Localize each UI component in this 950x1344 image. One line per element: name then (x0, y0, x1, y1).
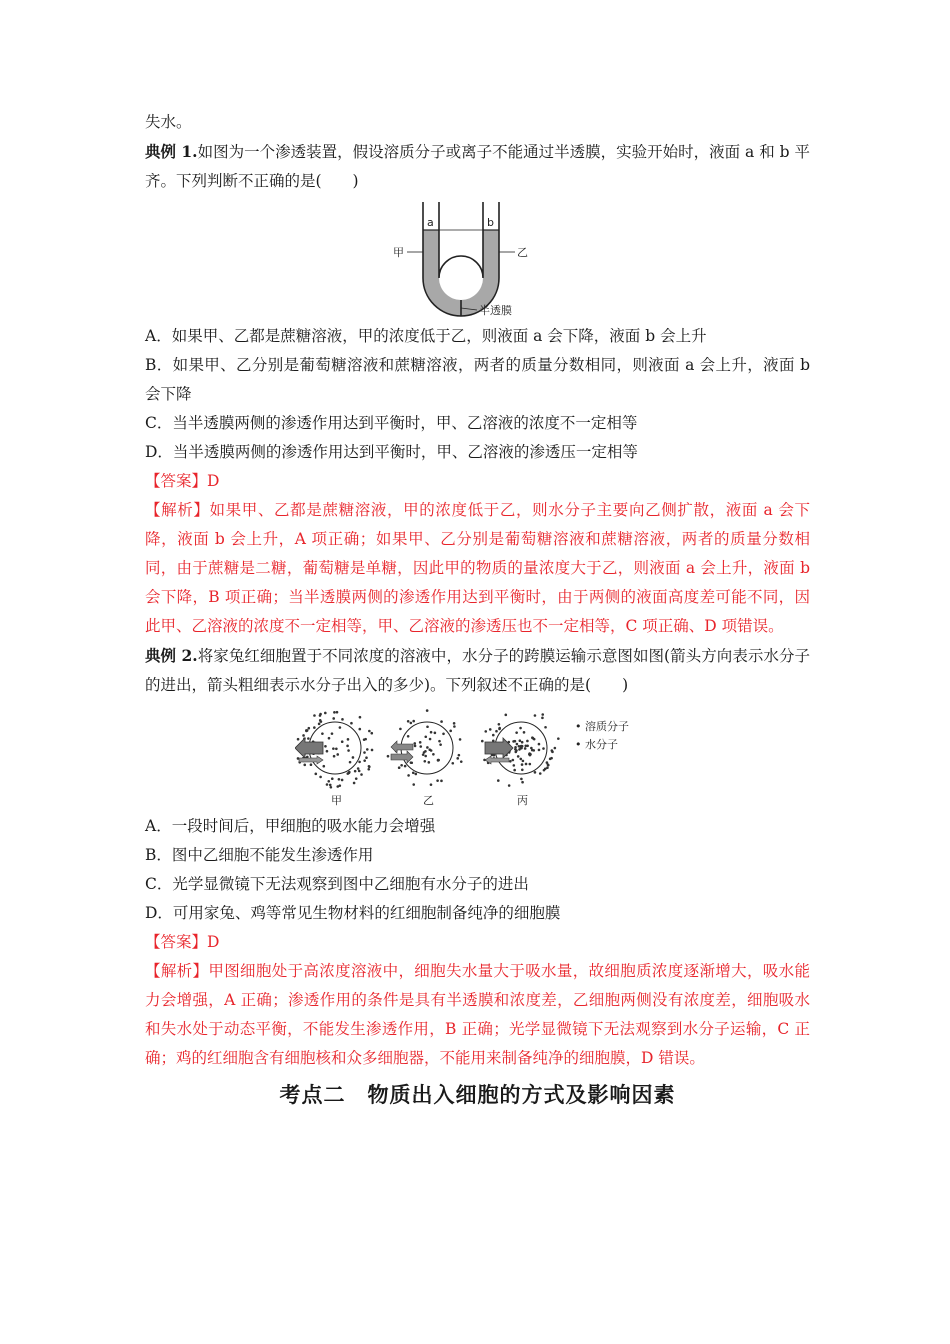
solute-dot (521, 768, 524, 771)
solute-dot (307, 737, 310, 740)
solute-dot (546, 766, 549, 769)
solute-dot (426, 709, 429, 712)
solute-dot (509, 760, 512, 763)
solute-dot (348, 771, 351, 774)
solute-dot (297, 738, 300, 741)
solute-dot (319, 719, 322, 722)
solute-dot (336, 711, 339, 714)
label-a: a (426, 216, 434, 229)
example1-option-d: D．当半透膜两侧的渗透作用达到平衡时，甲、乙溶液的渗透压一定相等 (145, 443, 638, 461)
solute-dot (519, 758, 522, 761)
solute-dot (352, 756, 355, 759)
solute-dot (516, 743, 519, 746)
solute-dot (428, 761, 431, 764)
example2-question: 将家兔红细胞置于不同浓度的溶液中，水分子的跨膜运输示意图如图(箭头方向表示水分子的进出，箭头粗细表示水分子出入的多少)。下列叙述不正确的是( ) (145, 647, 810, 694)
solute-dot (321, 732, 324, 735)
label-yi: 乙 (516, 246, 528, 259)
solute-dot (364, 738, 367, 741)
solute-dot (363, 751, 366, 754)
example2-option-a: A．一段时间后，甲细胞的吸水能力会增强 (145, 817, 436, 835)
solute-dot (557, 737, 560, 740)
solute-dot (551, 749, 554, 752)
solute-dot (429, 738, 432, 741)
solute-dot (456, 757, 459, 760)
solute-dot (517, 755, 520, 758)
example1-label: 典例 1. (145, 142, 198, 161)
solute-dot (532, 749, 535, 752)
example2-analysis (145, 957, 810, 1073)
solute-dot (440, 780, 443, 783)
solute-dot (541, 717, 544, 720)
solute-dot (341, 718, 344, 721)
solute-dot (436, 779, 439, 782)
solute-dot (329, 784, 332, 787)
solute-dot (328, 737, 331, 740)
solute-dot (370, 732, 373, 735)
solute-dot (360, 773, 363, 776)
osmosis-u-tube-figure (393, 200, 563, 320)
solute-dot (349, 761, 352, 764)
solute-dot (365, 756, 368, 759)
solute-dot (326, 750, 329, 753)
example2-analysis-label: 【解析】 (145, 962, 209, 980)
solute-dot (514, 751, 517, 754)
solute-dot (529, 753, 532, 756)
solute-dot (424, 755, 427, 758)
solute-dot (541, 713, 544, 716)
solute-dot (318, 723, 321, 726)
solute-dot (523, 731, 526, 734)
solute-dot (514, 740, 517, 743)
solute-dot (303, 764, 306, 767)
solute-dot (453, 722, 456, 725)
solute-dot (310, 763, 313, 766)
solute-dot (525, 763, 528, 766)
solute-dot (430, 783, 433, 786)
solute-dot (358, 728, 361, 731)
solute-dot (358, 770, 361, 773)
example2-label: 典例 2. (145, 646, 198, 665)
solute-dot (442, 732, 445, 735)
example1-option-b: B．如果甲、乙分别是葡萄糖溶液和蔗糖溶液，两者的质量分数相同，则液面 a 会上升，液面 b 会下降 (145, 356, 810, 403)
solute-dot (521, 763, 524, 766)
solute-dot (319, 713, 322, 716)
solute-dot (492, 734, 495, 737)
solute-dot (322, 765, 325, 768)
solute-dot (534, 771, 537, 774)
solute-dot (547, 764, 550, 767)
solute-dot (347, 738, 350, 741)
cell-label-bing: 丙 (517, 794, 528, 807)
example2-option-d: D．可用家兔、鸡等常见生物材料的红细胞制备纯净的细胞膜 (145, 904, 561, 922)
solute-dot (437, 759, 440, 762)
solute-dot (313, 726, 316, 729)
example2-answer: 【答案】D (145, 933, 220, 951)
solute-dot (495, 730, 498, 733)
solute-dot (424, 750, 427, 753)
solute-dot (308, 727, 311, 730)
solute-dot (347, 749, 350, 752)
label-b: b (486, 216, 494, 229)
solute-dot (335, 747, 338, 750)
solute-dot (413, 742, 416, 745)
solute-dot (526, 740, 529, 743)
solute-dot (546, 761, 549, 764)
solute-dot (366, 748, 369, 751)
solute-dot (484, 730, 487, 733)
solute-dot (332, 747, 335, 750)
example2-option-c: C．光学显微镜下无法观察到图中乙细胞有水分子的进出 (145, 875, 529, 893)
solute-dot (440, 720, 443, 723)
cell-label-jia: 甲 (331, 794, 342, 807)
solute-dot (419, 745, 422, 748)
solute-dot (359, 716, 362, 719)
solute-dot (414, 773, 417, 776)
solute-dot (326, 783, 329, 786)
solute-dot (426, 725, 429, 728)
solute-dot (489, 728, 492, 731)
solute-dot (549, 758, 552, 761)
solute-dot (554, 747, 557, 750)
solute-dot (504, 714, 507, 717)
solute-dot (428, 748, 431, 751)
solute-dot (357, 767, 360, 770)
solute-dot (355, 777, 358, 780)
solute-dot (430, 731, 433, 734)
section-title: 考点二 物质出入细胞的方式及影响因素 (279, 1083, 676, 1107)
legend-solute: • 溶质分子 (575, 720, 629, 733)
solute-dot (407, 720, 410, 723)
solute-dot (515, 731, 518, 734)
solute-dot (458, 754, 461, 757)
label-membrane: 半透膜 (478, 304, 512, 317)
solute-dot (508, 784, 511, 787)
solute-dot (459, 738, 462, 741)
solute-dot (332, 717, 335, 720)
solute-dot (410, 761, 413, 764)
solute-dot (302, 734, 305, 737)
solute-dot (520, 778, 523, 781)
solute-dot (338, 784, 341, 787)
document-page (145, 108, 810, 1109)
solute-dot (350, 722, 353, 725)
solute-dot (419, 741, 422, 744)
solute-dot (363, 759, 366, 762)
solute-dot (538, 749, 541, 752)
arrow-in (391, 751, 413, 763)
legend-water: • 水分子 (575, 738, 618, 751)
solute-dot (358, 761, 361, 764)
example2-analysis-text: 甲图细胞处于高浓度溶液中，细胞失水量大于吸水量，故细胞质浓度逐渐增大，吸水能力会增强，A 正确；渗透作用的条件是具有半透膜和浓度差，乙细胞两侧没有浓度差，细胞吸水和失水处于动态平衡，不能发生渗透作用，B 正确；光学显微镜下无法观察到水分子运输，C 正确；鸡的红细胞含有细胞核和众多细胞器，不能用来制备纯净的细胞膜，D 错误。 (145, 962, 810, 1067)
solute-dot (513, 769, 516, 772)
example2-option-b: B．图中乙细胞不能发生渗透作用 (145, 846, 374, 864)
solute-dot (522, 760, 525, 763)
solute-dot (327, 780, 330, 783)
solute-dot (371, 749, 374, 752)
solute-dot (460, 760, 463, 763)
solute-dot (346, 745, 349, 748)
solute-dot (539, 772, 542, 775)
example1-option-a: A．如果甲、乙都是蔗糖溶液，甲的浓度低于乙，则液面 a 会下降，液面 b 会上升 (145, 327, 707, 345)
example2-stem (145, 641, 810, 700)
solute-dot (387, 755, 390, 758)
solute-dot (451, 762, 454, 765)
solute-dot (353, 782, 356, 785)
solute-dot (338, 778, 341, 781)
solute-dot (319, 776, 322, 779)
solute-dot (519, 739, 522, 742)
solute-dot (330, 786, 333, 789)
solute-dot (313, 714, 316, 717)
solute-dot (407, 774, 410, 777)
solute-dot (339, 726, 342, 729)
solute-dot (412, 783, 415, 786)
label-jia: 甲 (392, 246, 404, 259)
solute-dot (324, 712, 327, 715)
solute-dot (341, 779, 344, 782)
arrow-out-thick (295, 738, 323, 758)
example1-analysis-label: 【解析】 (145, 501, 210, 519)
solute-dot (324, 745, 327, 748)
example1-stem (145, 137, 810, 196)
solute-dot (498, 728, 501, 731)
solute-dot (367, 768, 370, 771)
solute-dot (521, 781, 524, 784)
solute-dot (410, 722, 413, 725)
solute-dot (414, 745, 417, 748)
solute-dot (333, 711, 336, 714)
example1-answer: 【答案】D (145, 472, 220, 490)
solute-dot (481, 740, 484, 743)
solute-dot (513, 764, 516, 767)
solute-dot (520, 746, 523, 749)
solute-dot (423, 760, 426, 763)
solute-dot (404, 765, 407, 768)
example1-analysis-text: 如果甲、乙都是蔗糖溶液，甲的浓度低于乙，则水分子主要向乙侧扩散，液面 a 会下降，液面 b 会上升，A 项正确；如果甲、乙分别是葡萄糖溶液和蔗糖溶液，两者的质量分数相同，由于蔗糖是二糖，葡萄糖是单糖，因此甲的物质的量浓度大于乙，则液面 a 会上升，液面 b 会下降，B 项正确；当半透膜两侧的渗透作用达到平衡时，由于两侧的液面高度差可能不同，因此甲、乙溶液的浓度不一定相等，甲、乙溶液的渗透压也不一定相等，C 项正确、D 项错误。 (145, 501, 810, 635)
cell-label-yi: 乙 (423, 794, 434, 807)
solute-dot (341, 740, 344, 743)
solute-dot (336, 753, 339, 756)
solute-dot (314, 773, 317, 776)
solute-dot (368, 730, 371, 733)
solute-dot (439, 743, 442, 746)
solute-dot (524, 747, 527, 750)
solute-dot (354, 770, 357, 773)
solute-dot (426, 746, 429, 749)
solute-dot (424, 735, 427, 738)
solute-dot (544, 726, 547, 729)
solute-dot (453, 725, 456, 728)
solute-dot (497, 779, 500, 782)
solute-dot (438, 740, 441, 743)
solute-dot (542, 747, 545, 750)
solute-dot (331, 732, 334, 735)
red-blood-cells-figure (295, 706, 665, 808)
solute-dot (400, 764, 403, 767)
solute-dot (412, 771, 415, 774)
solute-dot (534, 714, 537, 717)
solute-dot (529, 763, 532, 766)
example1-analysis (145, 496, 810, 641)
solute-dot (531, 736, 534, 739)
solute-dot (526, 745, 529, 748)
solute-dot (538, 743, 541, 746)
example1-option-c: C．当半透膜两侧的渗透作用达到平衡时，甲、乙溶液的浓度不一定相等 (145, 414, 638, 432)
solute-dot (498, 723, 501, 726)
solute-dot (514, 746, 517, 749)
solute-dot (512, 759, 515, 762)
solute-dot (368, 765, 371, 768)
solute-dot (333, 755, 336, 758)
solute-dot (434, 732, 437, 735)
solute-dot (305, 729, 308, 732)
solute-dot (519, 727, 522, 730)
intro-tail: 失水。 (145, 113, 192, 131)
solute-dot (412, 720, 415, 723)
solute-dot (399, 728, 402, 731)
solute-dot (521, 741, 524, 744)
solute-dot (407, 735, 410, 738)
solute-dot (398, 766, 401, 769)
solute-dot (331, 777, 334, 780)
solute-dot (422, 753, 425, 756)
solute-dot (449, 730, 452, 733)
example1-question: 如图为一个渗透装置，假设溶质分子或离子不能通过半透膜，实验开始时，液面 a 和 b 平齐。下列判断不正确的是( ) (145, 143, 811, 190)
solute-dot (432, 753, 435, 756)
